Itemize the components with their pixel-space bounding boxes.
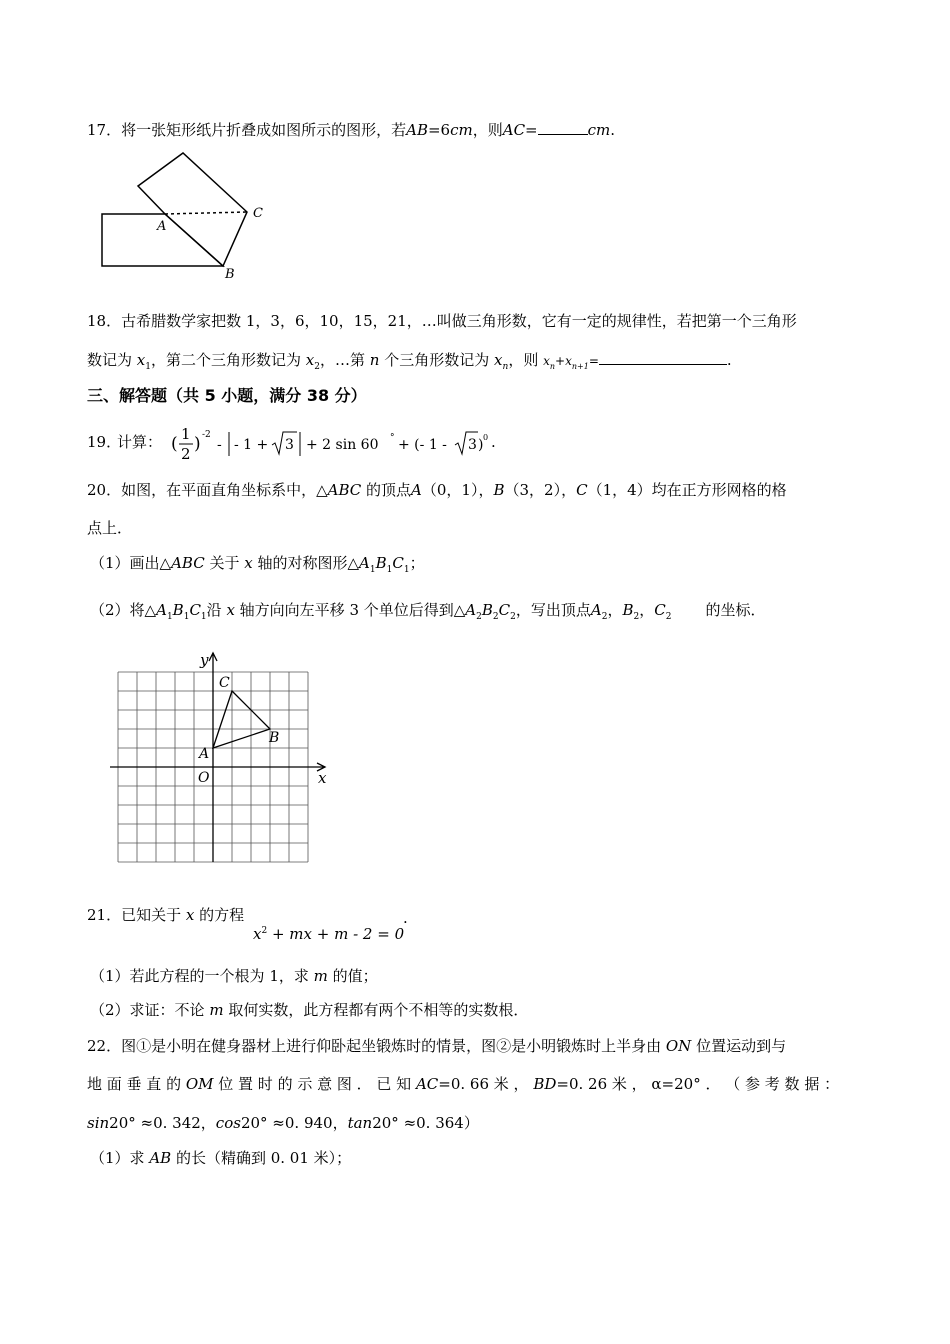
svg-text:-2: -2: [202, 430, 211, 440]
triangle-abc: [213, 691, 270, 748]
svg-text:- 1 +: - 1 +: [234, 437, 269, 453]
label-b: B: [225, 267, 235, 282]
q21-sub1: （1）若此方程的一个根为 1，求 m 的值；: [90, 967, 378, 985]
origin-label: O: [198, 770, 210, 786]
svg-text:1: 1: [181, 425, 191, 443]
coordinate-grid-figure: [100, 645, 340, 865]
dashed-fold-line: [165, 212, 247, 214]
x-axis-label: x: [318, 769, 327, 787]
q22-line2: 地 面 垂 直 的 OM 位 置 时 的 示 意 图 ． 已 知 AC=0. 66 米 ， BD=0. 26 米 ， α=20° ． （ 参 考 数 据 ：: [87, 1075, 840, 1093]
q21-line: 21．已知关于 x 的方程: [87, 906, 245, 924]
svg-text:): ): [194, 434, 201, 454]
svg-text:): ): [478, 437, 484, 453]
q22-line3: sin20° ≈0. 342，cos20° ≈0. 940，tan20° ≈0. 364）: [87, 1114, 479, 1132]
folded-paper-figure: [95, 148, 280, 283]
y-axis-label: y: [200, 651, 209, 669]
q22-line1: 22．图①是小明在健身器材上进行仰卧起坐锻炼时的情景，图②是小明锻炼时上半身由 ON 位置运动到与: [87, 1037, 787, 1055]
q19-formula: [169, 424, 489, 466]
svg-text:+ 2 sin 60: + 2 sin 60: [306, 437, 379, 453]
svg-text:3: 3: [285, 437, 294, 453]
svg-text:2: 2: [181, 445, 191, 463]
q21-equation: $x^2$ + mx + m - 2 = 0: [253, 925, 405, 943]
q21-end: .: [403, 909, 408, 927]
section-heading: 三、解答题（共 5 小题，满分 38 分）: [87, 386, 367, 405]
label-a: A: [157, 219, 167, 234]
svg-text:0: 0: [483, 433, 489, 442]
svg-text:(: (: [171, 434, 178, 454]
label-c: C: [253, 206, 263, 221]
svg-text:°: °: [390, 433, 395, 443]
q22-sub1: （1）求 AB 的长（精确到 0. 01 米）；: [90, 1149, 352, 1167]
answer-blank-17: [538, 119, 588, 135]
folded-flap: [138, 153, 247, 266]
q20-sub1: （1）画出△ABC 关于 x 轴的对称图形$\triangle A_1B_1C_1$；: [90, 554, 425, 575]
svg-text:3: 3: [468, 437, 477, 453]
q20-sub2: （2）将$\triangle A_1B_1C_1$沿 x 轴方向向左平移 3 个单位后得到$\triangle A_2B_2C_2$，写出顶点$A_2$，$B_2$，$C_2$ 的坐标．: [90, 601, 766, 622]
q19-line: 19． 计算： ( 1 2 ) -2 - - 1 + 3 + 2 sin 60 ° + (- 1 - 3 ) 0 .: [87, 424, 507, 464]
q21-sub2: （2）求证：不论 m 取何实数，此方程都有两个不相等的实数根．: [90, 1001, 529, 1019]
q20-line2: 点上．: [87, 519, 133, 537]
point-b-label: B: [269, 730, 280, 746]
point-a-label: A: [199, 746, 210, 762]
svg-text:-: -: [217, 437, 222, 453]
point-c-label: C: [219, 675, 230, 691]
q17-line: 17．将一张矩形纸片折叠成如图所示的图形，若AB=6cm，则AC= cm.: [87, 121, 616, 139]
q18-line2: 数记为 $x_1$，第二个三角形数记为 $x_2$，…第 n 个三角形数记为 $x_n$，则 $x_n+x_{n+1}=$ .: [87, 351, 732, 372]
svg-text:+ (- 1 -: + (- 1 -: [398, 437, 447, 453]
q18-line1: 18．古希腊数学家把数 1，3，6，10，15，21，…叫做三角形数，它有一定的规律性，若把第一个三角形: [87, 312, 797, 330]
q20-line1: 20．如图，在平面直角坐标系中，△ABC 的顶点A（0，1），B（3，2），C（1，4）均在正方形网格的格: [87, 481, 787, 499]
answer-blank-18: [599, 349, 727, 365]
